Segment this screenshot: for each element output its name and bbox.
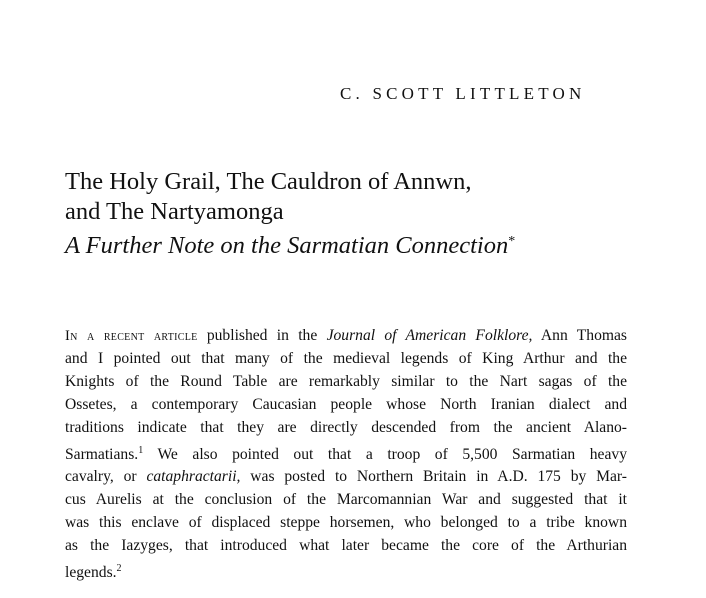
body-line: Ossetes, a contemporary Caucasian people whose North Iranian dialect and: [65, 395, 627, 413]
body-line: [65, 440, 627, 467]
body-segment: Sarmatians.: [65, 445, 139, 463]
term-cataphractarii: cataphractarii,: [146, 468, 241, 486]
body-line: and I pointed out that many of the medieval legends of King Arthur and the: [65, 349, 627, 367]
body-segment: legends.: [65, 564, 117, 582]
body-segment: cavalry, or: [65, 468, 147, 486]
body-segment: We also pointed out that a troop of 5,500 Sarmatian heavy: [143, 445, 627, 463]
body-line: cus Aurelis at the conclusion of the Marcomannian War and suggested that it: [65, 491, 627, 509]
body-segment: was posted to Northern Britain in A.D. 175 by Mar-: [240, 468, 627, 486]
footnote-ref-1: 1: [138, 444, 144, 456]
title-line-2: and The Nartyamonga: [65, 198, 284, 225]
body-line: was this enclave of displaced steppe horsemen, who belonged to a tribe known: [65, 514, 627, 532]
body-line: as the Iazyges, that introduced what later became the core of the Arthurian: [65, 537, 627, 555]
journal-name: Journal of American Folklore,: [326, 327, 533, 344]
body-paragraph: [65, 325, 627, 585]
body-segment: Ann Thomas: [532, 327, 627, 344]
lead-in-small-caps: In a recent article: [65, 328, 198, 344]
title-line-1: The Holy Grail, The Cauldron of Annwn,: [65, 168, 472, 195]
body-segment: published in the: [197, 327, 327, 344]
body-line: [65, 558, 627, 585]
body-line: [65, 466, 627, 489]
article-subtitle: [65, 227, 515, 261]
subtitle-footnote-marker: *: [508, 234, 516, 249]
body-line: Knights of the Round Table are remarkably similar to the Nart sagas of the: [65, 372, 627, 390]
subtitle-text: A Further Note on the Sarmatian Connection: [65, 232, 509, 259]
author-name: C. SCOTT LITTLETON: [340, 84, 586, 103]
footnote-ref-2: 2: [116, 563, 122, 575]
article-title: [65, 167, 515, 261]
body-line: traditions indicate that they are directly descended from the ancient Alano-: [65, 418, 627, 436]
body-line: [65, 325, 627, 348]
